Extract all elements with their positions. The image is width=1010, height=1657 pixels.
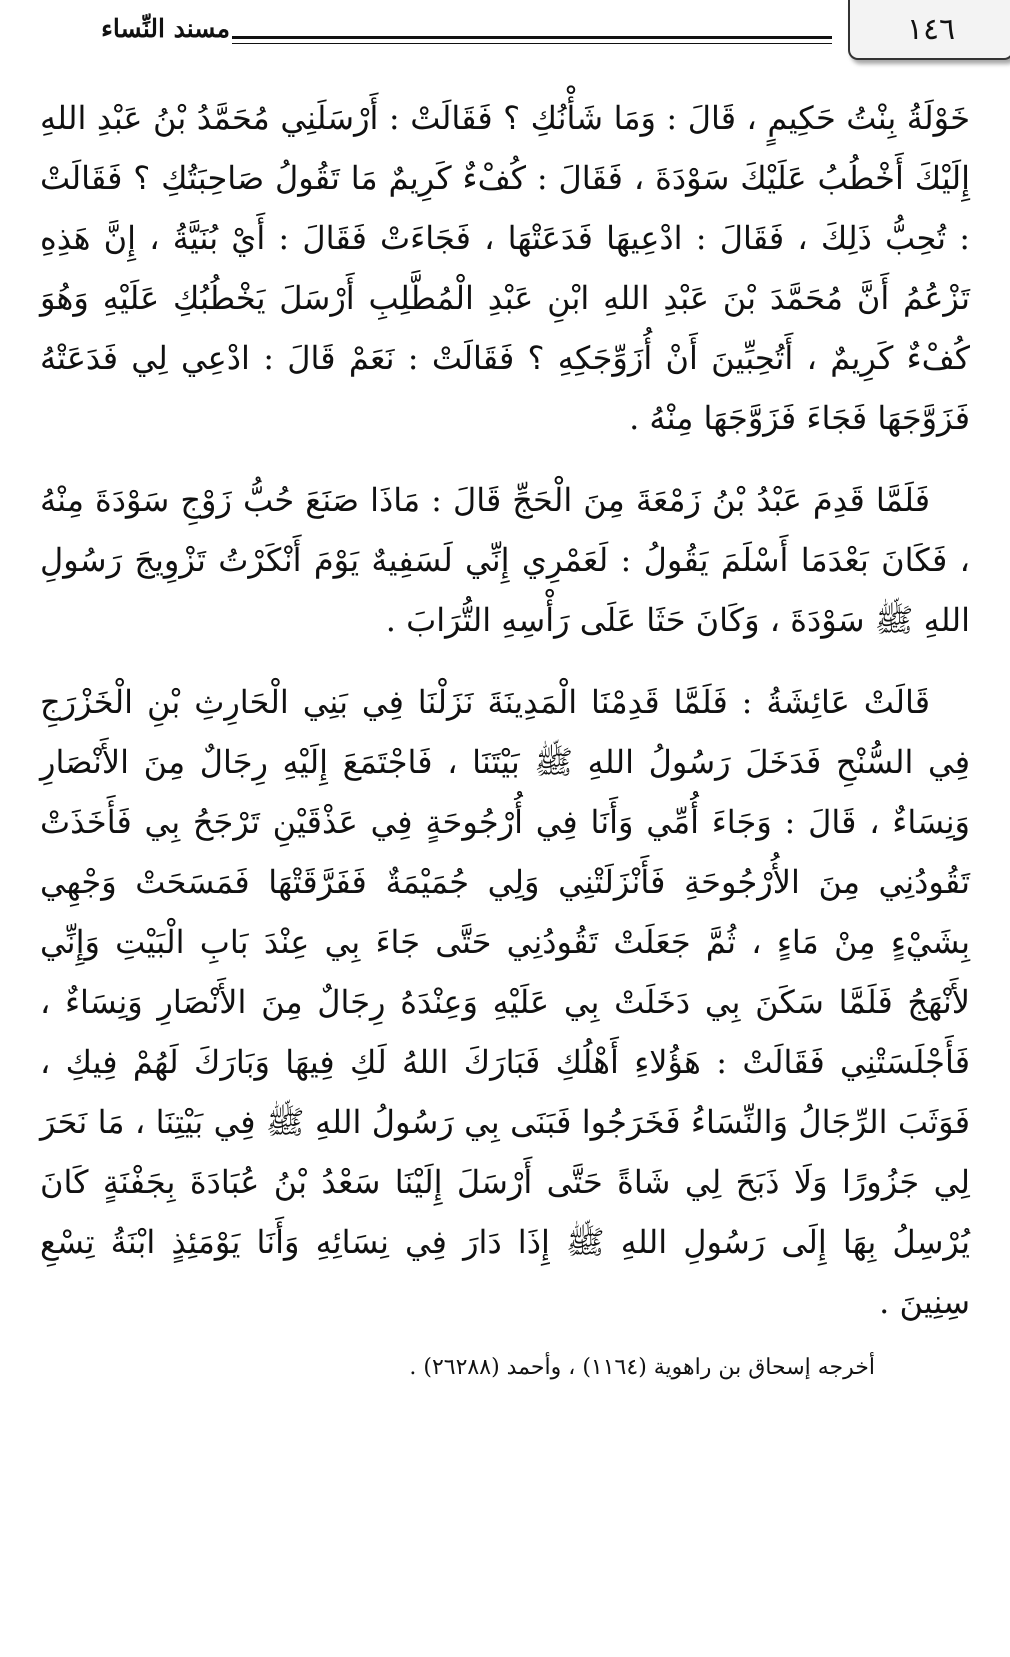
page-header <box>40 0 970 60</box>
header-rule-thin <box>232 43 832 44</box>
paragraph-1: خَوْلَةُ بِنْتُ حَكِيمٍ ، قَالَ : وَمَا شَأْنُكِ ؟ فَقَالَتْ : أَرْسَلَنِي مُحَمَّدُ بْنُ عَبْدِ اللهِ إِلَيْكَ أَخْطُبُ عَلَيْكَ سَوْدَةَ ، فَقَالَ : كُفْءٌ كَرِيمٌ مَا تَقُولُ صَاحِبَتُكِ ؟ فَقَالَتْ : تُحِبُّ ذَلِكَ ، فَقَالَ : ادْعِيهَا فَدَعَتْهَا ، فَجَاءَتْ فَقَالَ : أَيْ بُنَيَّةُ ، إِنَّ هَذِهِ تَزْعُمُ أَنَّ مُحَمَّدَ بْنَ عَبْدِ اللهِ ابْنِ عَبْدِ الْمُطَّلِبِ أَرْسَلَ يَخْطُبُكِ عَلَيْهِ وَهُوَ كُفْءٌ كَرِيمٌ ، أَتُحِبِّينَ أَنْ أُزَوِّجَكِهِ ؟ فَقَالَتْ : نَعَمْ قَالَ : ادْعِي لِي فَدَعَتْهُ فَزَوَّجَهَا فَجَاءَ فَزَوَّجَهَا مِنْهُ . <box>40 99 971 437</box>
page-number: ١٤٦ <box>848 0 1010 60</box>
main-text <box>40 88 970 1354</box>
footnote: أخرجه إسحاق بن راهوية (١١٦٤) ، وأحمد (٢٦٢٨٨) . <box>409 1355 875 1380</box>
paragraph-3: قَالَتْ عَائِشَةُ : فَلَمَّا قَدِمْنَا الْمَدِينَةَ نَزَلْنَا فِي بَنِي الْحَارِثِ بْنِ الْخَزْرَجِ فِي السُّنْحِ فَدَخَلَ رَسُولُ اللهِ ﷺ بَيْتَنَا ، فَاجْتَمَعَ إِلَيْهِ رِجَالٌ مِنَ الأَنْصَارِ وَنِسَاءٌ ، قَالَ : وَجَاءَ أُمِّي وَأَنَا فِي أُرْجُوحَةٍ فِي عَذْقَيْنِ تَرْجَحُ بِي فَأَخَذَتْ تَقُودُنِي مِنَ الأُرْجُوحَةِ فَأَنْزَلَتْنِي وَلِي جُمَيْمَةٌ فَفَرَّقَتْهَا فَمَسَحَتْ وَجْهِي بِشَيْءٍ مِنْ مَاءٍ ، ثُمَّ جَعَلَتْ تَقُودُنِي حَتَّى جَاءَ بِي عِنْدَ بَابِ الْبَيْتِ وَإِنِّي لأَنْهَجُ فَلَمَّا سَكَنَ بِي دَخَلَتْ بِي عَلَيْهِ وَعِنْدَهُ رِجَالٌ مِنَ الأَنْصَارِ وَنِسَاءٌ ، فَأَجْلَسَتْنِي فَقَالَتْ : هَؤُلاءِ أَهْلُكِ فَبَارَكَ اللهُ لَكِ فِيهَا وَبَارَكَ لَهُمْ فِيكِ ، فَوَثَبَ الرِّجَالُ وَالنِّسَاءُ فَخَرَجُوا فَبَنَى بِي رَسُولُ اللهِ ﷺ فِي بَيْتِنَا ، مَا نَحَرَ لِي جَزُورًا وَلَا ذَبَحَ لِي شَاةً حَتَّى أَرْسَلَ إِلَيْنَا سَعْدُ بْنُ عُبَادَةَ بِجَفْنَةٍ كَانَ يُرْسِلُ بِهَا إِلَى رَسُولِ اللهِ ﷺ إِذَا دَارَ فِي نِسَائِهِ وَأَنَا يَوْمَئِذٍ ابْنَةُ تِسْعِ سِنِينَ . <box>40 683 971 1321</box>
paragraph-2: فَلَمَّا قَدِمَ عَبْدُ بْنُ زَمْعَةَ مِنَ الْحَجِّ قَالَ : مَاذَا صَنَعَ حُبُّ زَوْجِ سَوْدَةَ مِنْهُ ، فَكَانَ بَعْدَمَا أَسْلَمَ يَقُولُ : لَعَمْرِي إِنِّي لَسَفِيهٌ يَوْمَ أَنْكَرْتُ تَزْوِيجَ رَسُولِ اللهِ ﷺ سَوْدَةَ ، وَكَانَ حَثَا عَلَى رَأْسِهِ التُّرَابَ . <box>40 481 970 639</box>
book-title: مسند النِّساء <box>101 14 230 43</box>
header-rule <box>232 36 832 39</box>
